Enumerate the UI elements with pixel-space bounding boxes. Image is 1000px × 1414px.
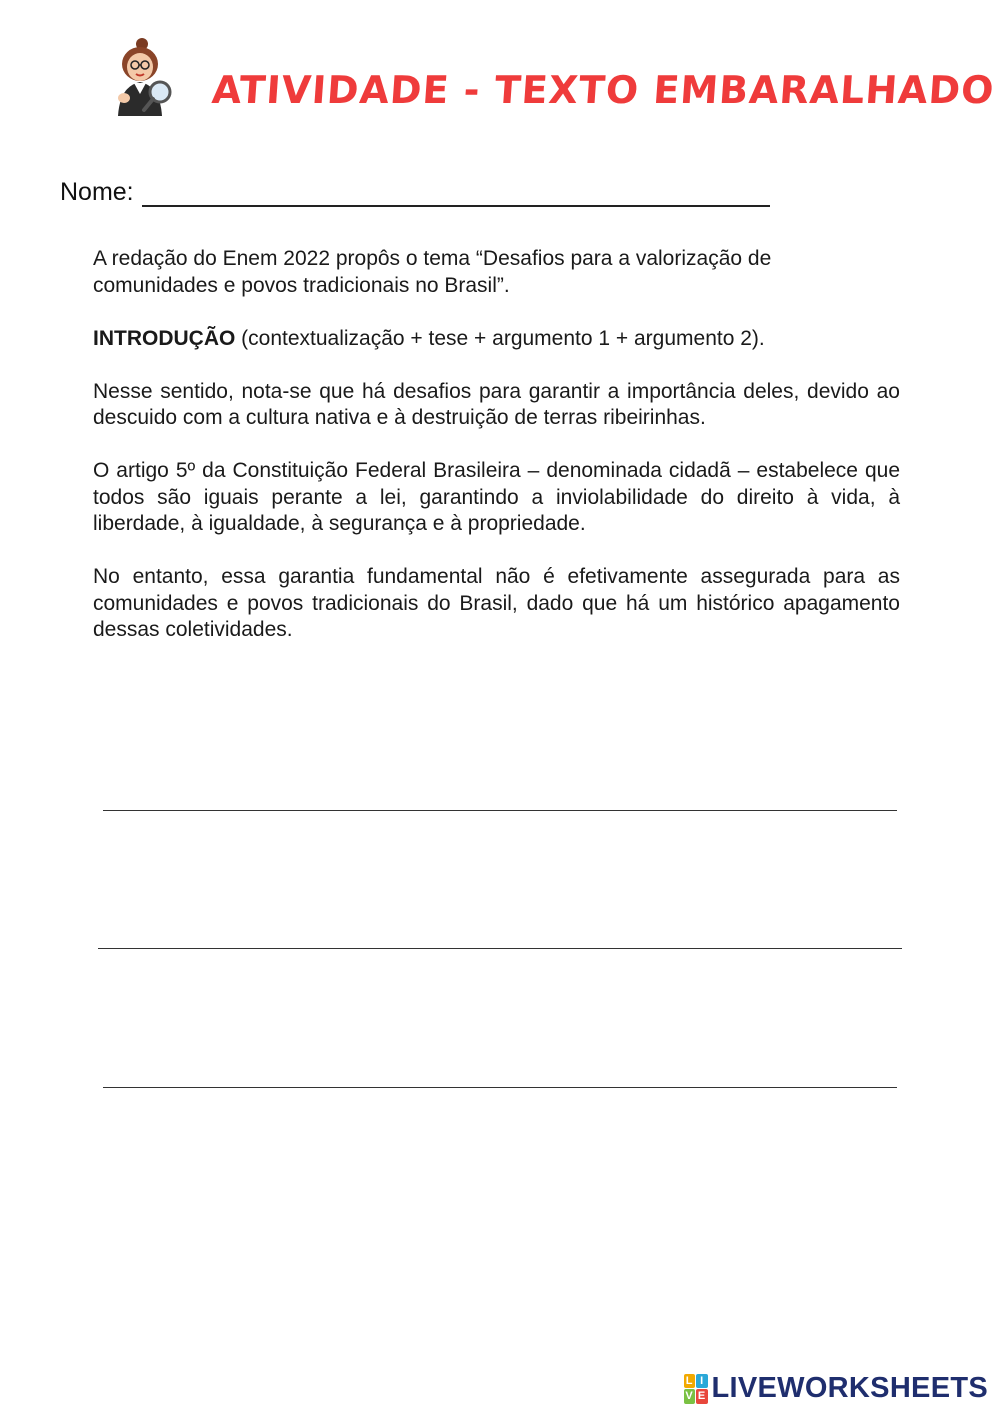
paragraph-theme: A redação do Enem 2022 propôs o tema “Desafios para a valorização de comunidades e povos tradicionais no Brasil”. xyxy=(93,247,772,297)
paragraph-scrambled-2[interactable]: O artigo 5º da Constituição Federal Brasileira – denominada cidadã – estabelece que todos são iguais perante a lei, garantindo a inviolabilidade do direito à vida, à liberdade, à igualdade, à segurança e à propriedade. xyxy=(93,459,900,535)
liveworksheets-brand xyxy=(684,1372,989,1405)
name-label: Nome: xyxy=(60,178,134,206)
paragraph-scrambled-1[interactable]: Nesse sentido, nota-se que há desafios para garantir a importância deles, devido ao descuido com a cultura nativa e à destruição de terras ribeirinhas. xyxy=(93,379,900,429)
answer-line-3[interactable] xyxy=(103,1087,897,1088)
liveworksheets-logo-icon: L I V E xyxy=(685,1374,706,1402)
answer-line-1[interactable] xyxy=(103,810,897,811)
name-field-line[interactable] xyxy=(142,179,770,207)
answer-line-2[interactable] xyxy=(98,948,902,949)
page-title: ATIVIDADE - TEXTO EMBARALHADO xyxy=(210,68,997,112)
paragraph-scrambled-3[interactable]: No entanto, essa garantia fundamental não é efetivamente assegurada para as comunidades e povos tradicionais do Brasil, dado que há um histórico apagamento dessas coletividades. xyxy=(93,565,900,641)
text-body xyxy=(93,246,900,670)
name-row xyxy=(60,178,770,207)
introduction-description: (contextualização + tese + argumento 1 + argumento 2). xyxy=(235,326,765,350)
brand-name: LIVEWORKSHEETS xyxy=(711,1372,988,1404)
introduction-heading: INTRODUÇÃO xyxy=(93,326,236,350)
paragraph-introduction xyxy=(93,326,900,353)
teacher-with-magnifier-icon xyxy=(104,36,176,116)
